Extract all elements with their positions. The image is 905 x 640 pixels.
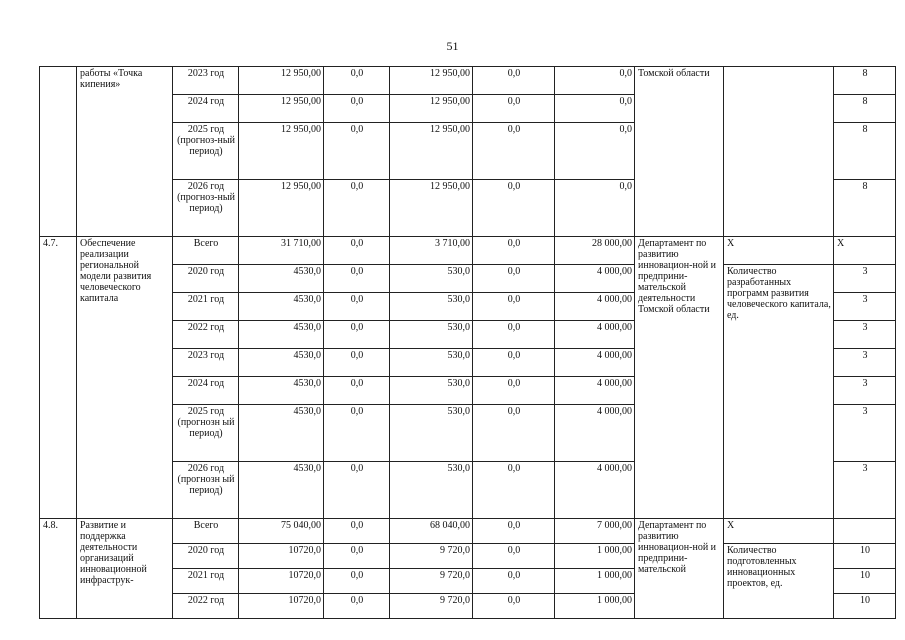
indicator-value-cell: 3	[834, 349, 896, 377]
indicator-value-cell: 10	[834, 594, 896, 619]
year-cell: 2022 год	[173, 594, 239, 619]
indicator-value-cell: 8	[834, 67, 896, 95]
department-cell: Департамент по развитию инновацион-ной и предприни-мательской деятельности Томской области	[635, 237, 724, 519]
regional-cell: 530,0	[390, 462, 473, 519]
indicator-value-cell: Х	[834, 237, 896, 265]
federal-cell: 0,0	[324, 293, 390, 321]
year-cell: 2020 год	[173, 265, 239, 293]
extrabudget-cell: 0,0	[555, 180, 635, 237]
regional-cell: 9 720,0	[390, 594, 473, 619]
federal-cell: 0,0	[324, 544, 390, 569]
indicator-value-cell: 3	[834, 321, 896, 349]
extrabudget-cell: 0,0	[555, 95, 635, 123]
extrabudget-cell: 4 000,00	[555, 321, 635, 349]
total-cell: 75 040,00	[239, 519, 324, 544]
total-cell: 12 950,00	[239, 123, 324, 180]
federal-cell: 0,0	[324, 569, 390, 594]
regional-cell: 530,0	[390, 265, 473, 293]
indicator-value-cell: 10	[834, 544, 896, 569]
extrabudget-cell: 1 000,00	[555, 594, 635, 619]
local-cell: 0,0	[473, 293, 555, 321]
indicator-value-cell: 8	[834, 123, 896, 180]
local-cell: 0,0	[473, 95, 555, 123]
year-cell: 2021 год	[173, 293, 239, 321]
local-cell: 0,0	[473, 265, 555, 293]
item-name-cell: работы «Точка кипения»	[77, 67, 173, 237]
indicator-value-cell: 10	[834, 569, 896, 594]
total-cell: 4530,0	[239, 349, 324, 377]
year-cell: 2024 год	[173, 95, 239, 123]
table-row-total	[40, 519, 896, 544]
extrabudget-cell: 7 000,00	[555, 519, 635, 544]
page-number: 51	[446, 39, 459, 53]
total-cell: 12 950,00	[239, 180, 324, 237]
local-cell: 0,0	[473, 349, 555, 377]
total-cell: 4530,0	[239, 265, 324, 293]
year-cell: 2022 год	[173, 321, 239, 349]
total-cell: 12 950,00	[239, 95, 324, 123]
total-cell: 12 950,00	[239, 67, 324, 95]
item-num-cell	[40, 67, 77, 237]
local-cell: 0,0	[473, 67, 555, 95]
indicator-value-cell: 8	[834, 180, 896, 237]
indicator-value-cell: 3	[834, 265, 896, 293]
regional-cell: 530,0	[390, 293, 473, 321]
regional-cell: 530,0	[390, 349, 473, 377]
indicator-value-cell: 3	[834, 377, 896, 405]
local-cell: 0,0	[473, 237, 555, 265]
regional-cell: 9 720,0	[390, 569, 473, 594]
extrabudget-cell: 4 000,00	[555, 349, 635, 377]
item-num-cell: 4.7.	[40, 237, 77, 519]
year-cell: 2023 год	[173, 67, 239, 95]
regional-cell: 12 950,00	[390, 67, 473, 95]
regional-cell: 68 040,00	[390, 519, 473, 544]
item-name-cell: Развитие и поддержка деятельности организаций инновационной инфраструк-	[77, 519, 173, 619]
local-cell: 0,0	[473, 180, 555, 237]
federal-cell: 0,0	[324, 237, 390, 265]
extrabudget-cell: 4 000,00	[555, 405, 635, 462]
local-cell: 0,0	[473, 405, 555, 462]
year-cell: 2023 год	[173, 349, 239, 377]
federal-cell: 0,0	[324, 349, 390, 377]
local-cell: 0,0	[473, 377, 555, 405]
extrabudget-cell: 0,0	[555, 67, 635, 95]
year-cell: 2024 год	[173, 377, 239, 405]
federal-cell: 0,0	[324, 377, 390, 405]
indicator-value-cell: 3	[834, 462, 896, 519]
federal-cell: 0,0	[324, 405, 390, 462]
regional-cell: 12 950,00	[390, 123, 473, 180]
federal-cell: 0,0	[324, 321, 390, 349]
table-row-total	[40, 237, 896, 265]
federal-cell: 0,0	[324, 265, 390, 293]
extrabudget-cell: 4 000,00	[555, 377, 635, 405]
extrabudget-cell: 4 000,00	[555, 293, 635, 321]
indicator-name-cell: Количество разработанных программ развития человеческого капитала, ед.	[724, 265, 834, 519]
year-cell: Всего	[173, 519, 239, 544]
local-cell: 0,0	[473, 519, 555, 544]
total-cell: 4530,0	[239, 405, 324, 462]
regional-cell: 12 950,00	[390, 95, 473, 123]
indicator-name-cell: Х	[724, 237, 834, 265]
local-cell: 0,0	[473, 321, 555, 349]
year-cell: 2026 год (прогноз-ный период)	[173, 180, 239, 237]
regional-cell: 9 720,0	[390, 544, 473, 569]
local-cell: 0,0	[473, 462, 555, 519]
indicator-name-cell: Х	[724, 519, 834, 544]
extrabudget-cell: 1 000,00	[555, 569, 635, 594]
extrabudget-cell: 1 000,00	[555, 544, 635, 569]
regional-cell: 530,0	[390, 321, 473, 349]
extrabudget-cell: 4 000,00	[555, 462, 635, 519]
indicator-name-cell: Количество подготовленных инновационных проектов, ед.	[724, 544, 834, 619]
item-num-cell: 4.8.	[40, 519, 77, 619]
federal-cell: 0,0	[324, 95, 390, 123]
local-cell: 0,0	[473, 594, 555, 619]
total-cell: 31 710,00	[239, 237, 324, 265]
indicator-value-cell: 8	[834, 95, 896, 123]
year-cell: 2020 год	[173, 544, 239, 569]
year-cell: 2025 год (прогноз-ный период)	[173, 123, 239, 180]
total-cell: 4530,0	[239, 321, 324, 349]
total-cell: 10720,0	[239, 544, 324, 569]
regional-cell: 3 710,00	[390, 237, 473, 265]
year-cell: 2021 год	[173, 569, 239, 594]
local-cell: 0,0	[473, 544, 555, 569]
program-table	[39, 66, 896, 619]
total-cell: 4530,0	[239, 462, 324, 519]
total-cell: 4530,0	[239, 377, 324, 405]
extrabudget-cell: 28 000,00	[555, 237, 635, 265]
federal-cell: 0,0	[324, 519, 390, 544]
total-cell: 10720,0	[239, 594, 324, 619]
federal-cell: 0,0	[324, 123, 390, 180]
regional-cell: 530,0	[390, 377, 473, 405]
year-cell: Всего	[173, 237, 239, 265]
item-name-cell: Обеспечение реализации региональной модели развития человеческого капитала	[77, 237, 173, 519]
year-cell: 2026 год (прогнозн ый период)	[173, 462, 239, 519]
indicator-value-cell: 3	[834, 293, 896, 321]
extrabudget-cell: 0,0	[555, 123, 635, 180]
table-row	[40, 67, 896, 95]
extrabudget-cell: 4 000,00	[555, 265, 635, 293]
total-cell: 4530,0	[239, 293, 324, 321]
total-cell: 10720,0	[239, 569, 324, 594]
federal-cell: 0,0	[324, 462, 390, 519]
federal-cell: 0,0	[324, 594, 390, 619]
year-cell: 2025 год (прогнозн ый период)	[173, 405, 239, 462]
indicator-value-cell	[834, 519, 896, 544]
federal-cell: 0,0	[324, 67, 390, 95]
local-cell: 0,0	[473, 569, 555, 594]
indicator-value-cell: 3	[834, 405, 896, 462]
department-cell: Томской области	[635, 67, 724, 237]
regional-cell: 530,0	[390, 405, 473, 462]
local-cell: 0,0	[473, 123, 555, 180]
regional-cell: 12 950,00	[390, 180, 473, 237]
indicator-cell	[724, 67, 834, 237]
federal-cell: 0,0	[324, 180, 390, 237]
department-cell: Департамент по развитию инновацион-ной и предприни-мательской	[635, 519, 724, 619]
